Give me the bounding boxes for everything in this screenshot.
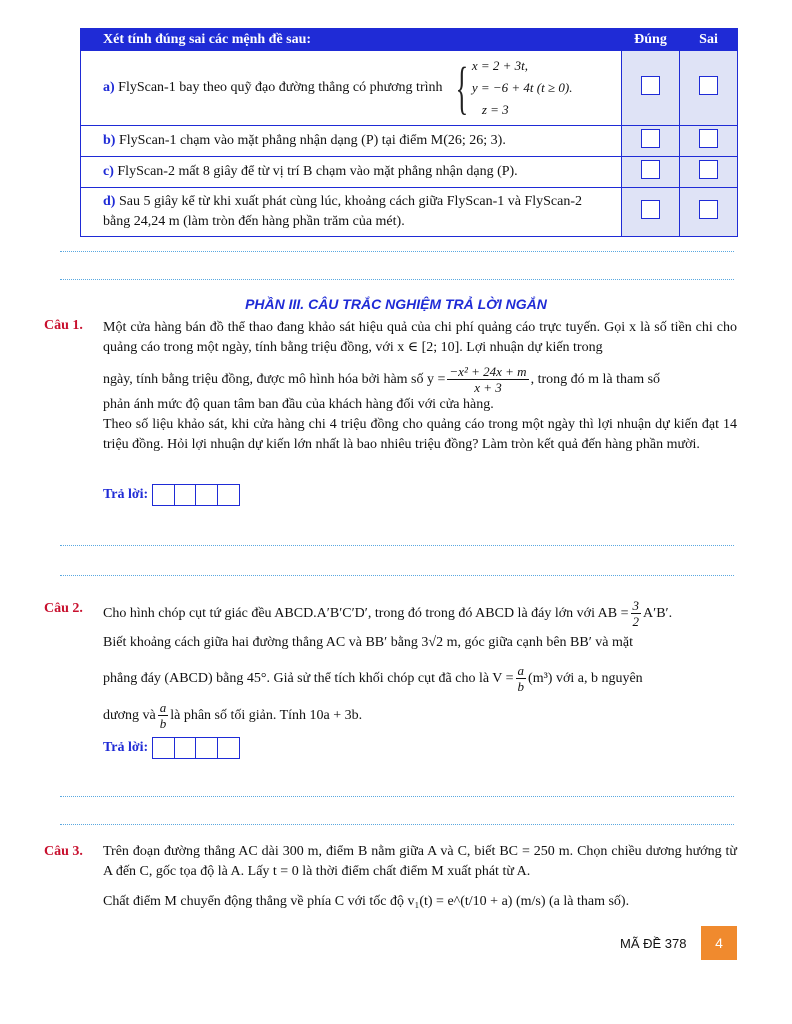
question-text-part: A′B′. [643, 605, 673, 621]
table-header-row [81, 29, 738, 51]
question-text-part: , trong đó m là tham số [530, 371, 661, 387]
statement-label: c) [103, 164, 114, 179]
question-text-part: ngày, tính bằng triệu đồng, được mô hình hóa bởi hàm số y = [103, 371, 446, 387]
fraction [447, 364, 528, 395]
question-3-label: Câu 3. [44, 844, 83, 859]
col-false-header: Sai [680, 29, 738, 51]
false-cell [680, 51, 738, 126]
fraction [158, 700, 169, 731]
checkbox-true-b[interactable] [641, 129, 660, 148]
dotted-divider [60, 251, 734, 252]
equation-line: z = 3 [481, 102, 509, 117]
statement-label: d) [103, 194, 116, 209]
question-text: phản ánh mức độ quan tâm ban đầu của khách hàng đối với cửa hàng. [103, 397, 494, 412]
checkbox-true-c[interactable] [641, 160, 660, 179]
table-row [81, 51, 738, 126]
question-text [103, 700, 737, 731]
answer-box[interactable] [217, 484, 240, 506]
table-row [81, 188, 738, 237]
true-cell [622, 188, 680, 237]
equation-line: x = 2 + 3t, [471, 58, 529, 73]
statement-label: b) [103, 133, 116, 148]
statement-d [81, 188, 622, 237]
checkbox-false-b[interactable] [699, 129, 718, 148]
checkbox-true-d[interactable] [641, 200, 660, 219]
answer-box[interactable] [152, 484, 175, 506]
question-text: Theo số liệu khảo sát, khi cửa hàng chi 4 triệu đồng cho quảng cáo trong một ngày thì lợi nhuận dự kiến đạt 14 triệu đồng. Hỏi lợi nhuận dự kiến lớn nhất là bao nhiêu triệu đồng? Làm tròn kết quả đến hàng phần mười. [103, 417, 737, 452]
true-cell [622, 51, 680, 126]
question-text [103, 364, 737, 395]
question-3-body [103, 842, 737, 912]
statement-a [81, 51, 622, 126]
checkbox-false-c[interactable] [699, 160, 718, 179]
fraction-denominator: x + 3 [474, 380, 502, 395]
false-cell [680, 157, 738, 188]
fraction-denominator: b [159, 716, 167, 731]
fraction [631, 598, 642, 629]
question-text: Trên đoạn đường thẳng AC dài 300 m, điểm B nằm giữa A và C, biết BC = 250 m. Chọn chiều dương hướng từ A đến C, gốc tọa độ là A. Lấy t = 0 là thời điểm chất điểm M xuất phát từ A. [103, 844, 737, 879]
question-text [103, 598, 737, 629]
fraction-numerator: a [517, 663, 525, 678]
dotted-divider [60, 824, 734, 825]
dotted-divider [60, 545, 734, 546]
false-cell [680, 188, 738, 237]
exam-code: MÃ ĐỀ 378 [620, 936, 687, 951]
checkbox-false-a[interactable] [699, 76, 718, 95]
equation-line: y = −6 + 4t (t ≥ 0). [471, 80, 573, 95]
table-header: Xét tính đúng sai các mệnh đề sau: [81, 29, 622, 51]
true-cell [622, 157, 680, 188]
question-2-body [103, 598, 737, 731]
dotted-divider [60, 279, 734, 280]
checkbox-true-a[interactable] [641, 76, 660, 95]
question-text-part: là phân số tối giản. Tính 10a + 3b. [170, 707, 363, 723]
answer-box[interactable] [174, 737, 197, 759]
section-title: PHẦN III. CÂU TRẮC NGHIỆM TRẢ LỜI NGẮN [245, 296, 547, 312]
fraction-numerator: −x² + 24x + m [449, 364, 527, 379]
dotted-divider [60, 796, 734, 797]
fraction-numerator: a [159, 700, 167, 715]
statement-c [81, 157, 622, 188]
question-1-body [103, 318, 737, 455]
question-text-part: dương và [103, 707, 156, 723]
false-cell [680, 126, 738, 157]
equation-system [448, 55, 572, 121]
col-true-header: Đúng [622, 29, 680, 51]
fraction [516, 663, 527, 694]
answer-box[interactable] [174, 484, 197, 506]
question-text-part: phẳng đáy (ABCD) bằng 45°. Giả sử thể tích khối chóp cụt đã cho là V = [103, 670, 514, 686]
answer-area-1 [103, 484, 238, 506]
checkbox-false-d[interactable] [699, 200, 718, 219]
table-row [81, 157, 738, 188]
answer-box[interactable] [195, 484, 218, 506]
answer-area-2 [103, 737, 238, 759]
question-text: Biết khoảng cách giữa hai đường thẳng AC và BB′ bằng 3√2 m, góc giữa cạnh bên BB′ và mặt [103, 635, 633, 650]
question-text: Một cửa hàng bán đồ thể thao đang khảo sát hiệu quả của chi phí quảng cáo trực tuyến. Gọi x là số tiền chi cho quảng cáo trong một ngày, tính bằng triệu đồng, với x ∈ [2; 10]. Lợi nhuận dự kiến trong [103, 320, 737, 355]
brace-icon: { [455, 55, 469, 120]
dotted-divider [60, 575, 734, 576]
question-text [103, 663, 737, 694]
fraction-numerator: 3 [632, 598, 640, 613]
statement-b [81, 126, 622, 157]
statement-text: FlyScan-2 mất 8 giây để từ vị trí B chạm vào mặt phẳng nhận dạng (P). [117, 164, 518, 179]
statement-text: FlyScan-1 chạm vào mặt phẳng nhận dạng (P) tại điểm M(26; 26; 3). [118, 133, 506, 148]
answer-box[interactable] [152, 737, 175, 759]
statement-text: Sau 5 giây kể từ khi xuất phát cùng lúc, khoảng cách giữa FlyScan-1 và FlyScan-2 bằng 24,24 m (làm tròn đến hàng phần trăm của mét). [103, 194, 583, 229]
true-false-table [80, 28, 738, 237]
statement-label: a) [103, 80, 115, 96]
question-text-part: Cho hình chóp cụt tứ giác đều ABCD.A′B′C′D′, trong đó trong đó ABCD là đáy lớn với AB = [103, 605, 629, 621]
question-text: Chất điểm M chuyển động thẳng về phía C với tốc độ v₁(t) = e^(t/10 + a) (m/s) (a là tham số). [103, 894, 630, 909]
true-cell [622, 126, 680, 157]
fraction-denominator: b [517, 679, 525, 694]
question-1-label: Câu 1. [44, 318, 83, 333]
table-row [81, 126, 738, 157]
answer-label: Trả lời: [103, 487, 149, 502]
answer-box[interactable] [217, 737, 240, 759]
answer-box[interactable] [195, 737, 218, 759]
fraction-denominator: 2 [632, 614, 640, 629]
page-number: 4 [701, 926, 737, 960]
answer-label: Trả lời: [103, 740, 149, 755]
question-2-label: Câu 2. [44, 601, 83, 616]
statement-text: FlyScan-1 bay theo quỹ đạo đường thẳng có phương trình [118, 80, 443, 96]
question-text-part: (m³) với a, b nguyên [528, 670, 643, 686]
